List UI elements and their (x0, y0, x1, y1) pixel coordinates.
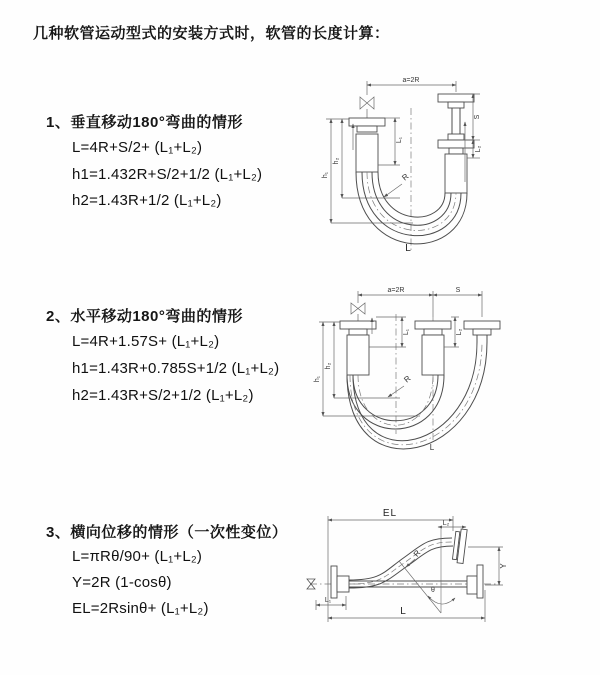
angle-construction (399, 527, 455, 613)
valve-icon (351, 303, 365, 321)
dim-h2-label: h₂ (325, 362, 332, 370)
radius-callout (384, 172, 411, 197)
section-2-formula-h2: h2=1.43R+S/2+1/2 (L₁+L₂) (72, 387, 254, 404)
section-3-formula-EL: EL=2Rsinθ+ (L₁+L₂) (72, 600, 209, 617)
radius-label: R (400, 171, 411, 183)
dim-l2-label: L₂ (442, 520, 450, 527)
radius-callout (406, 548, 423, 567)
dim-l1-label: L₁ (324, 597, 332, 604)
dimension-l1 (316, 596, 346, 610)
dim-el-label: EL (382, 508, 398, 519)
valve-icon (360, 97, 374, 118)
section-1-heading: 1、垂直移动180°弯曲的情形 (46, 114, 243, 131)
dimension-l (328, 590, 485, 622)
dimension-a2r (358, 287, 433, 317)
diagram-lateral-displacement (302, 500, 517, 640)
length-label: L (429, 443, 435, 452)
length-label: L (405, 243, 411, 254)
right-fitting-upper (438, 94, 474, 134)
section-3-formula-L: L=πRθ/90+ (L₁+L₂) (72, 548, 203, 565)
dim-l1-label: L₁ (403, 328, 410, 336)
diagram-horizontal-180-bend (312, 284, 512, 454)
dim-l-label: L (400, 606, 406, 617)
dimension-l2 (438, 520, 466, 527)
dimension-s (433, 287, 482, 317)
dim-a2r-label: a=2R (387, 287, 405, 294)
lower-right-flange (467, 565, 483, 598)
section-2-heading: 2、水平移动180°弯曲的情形 (46, 308, 243, 325)
section-2-formula-h1: h1=1.43R+0.785S+1/2 (L₁+L₂) (72, 360, 280, 377)
left-flange (331, 566, 349, 598)
section-1-formula-L: L=4R+S/2+ (L₁+L₂) (72, 139, 203, 156)
dim-s-label: S (455, 287, 461, 294)
right-fitting (464, 321, 500, 342)
dim-h1-label: h₁ (322, 171, 329, 179)
dim-l2-label: L₂ (456, 328, 463, 336)
page-title: 几种软管运动型式的安装方式时，软管的长度计算： (33, 25, 390, 42)
dimension-a2r (367, 77, 456, 95)
left-fitting (349, 118, 385, 172)
dim-l1-label: L₁ (396, 136, 403, 144)
dim-h2-label: h₂ (333, 157, 340, 165)
right-fitting-lower (438, 134, 474, 193)
dim-l2-label: L₂ (475, 145, 482, 153)
radius-callout (388, 374, 413, 397)
diagram-vertical-180-bend (310, 72, 500, 254)
section-3-formula-Y: Y=2R (1-cosθ) (72, 574, 172, 591)
middle-fitting (415, 321, 451, 375)
dim-y-label: Y (499, 563, 508, 569)
section-1-formula-h1: h1=1.432R+S/2+1/2 (L₁+L₂) (72, 166, 263, 183)
radius-label: R (411, 548, 423, 559)
upper-flange (452, 528, 467, 563)
section-2-formula-L: L=4R+1.57S+ (L₁+L₂) (72, 333, 220, 350)
radius-label: R (402, 373, 413, 385)
theta-label: θ (431, 587, 435, 594)
section-1-formula-h2: h2=1.43R+1/2 (L₁+L₂) (72, 192, 222, 209)
section-3-heading: 3、横向位移的情形（一次性变位） (46, 524, 288, 541)
dim-h1-label: h₁ (314, 375, 321, 383)
left-fitting (340, 321, 376, 375)
dim-s-label: S (474, 114, 481, 120)
dim-a2r-label: a=2R (402, 77, 420, 84)
